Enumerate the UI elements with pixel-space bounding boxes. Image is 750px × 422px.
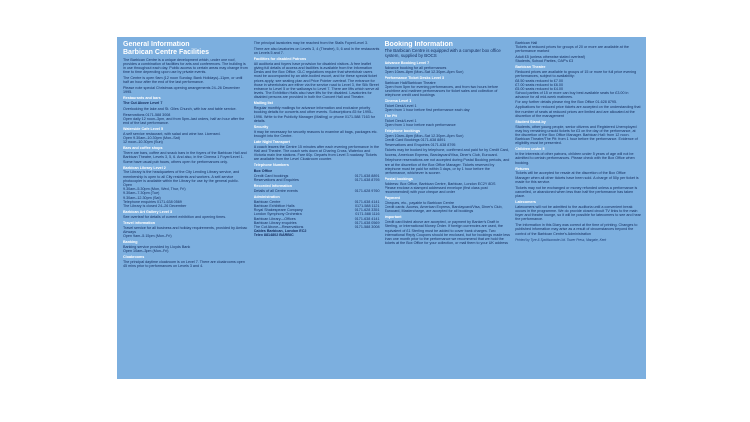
paragraph: Reservations 0171-588 3008 Open daily 12 noon–3pm, and from 5pm–last orders, half an hour after the end of the last performance. — [123, 112, 245, 126]
phone-label: Reservations and Enquiries — [253, 178, 299, 183]
section-title-booking-information: Booking Information — [384, 41, 453, 48]
phone-number: 0171-588 1116 — [355, 212, 380, 217]
column-booking-information — [385, 41, 511, 376]
paragraph: Barbican Hall/Barbican Theatre Open from 5pm for evening performances, and from two hours before lunchtime and matinee performances for ticket sales and collection of telephone credit card bookings — [384, 80, 499, 98]
paragraph: Please note special Christmas opening arrangements 24–26 December 1995. — [123, 86, 240, 95]
paragraph: The Library is the headquarters of the City Lending Library service, and membership is open to all City residents and workers. A self-service photocopier is available within the Library for use by the general public. Open 9.30am–5.30pm (Mon, Wed, Thur, Fri) 9.30am–7.30pm (Tue) 9.30am–12.30pm (Sat) Telephone enquiries 0171-638 0569 The Library is closed 24–26 December — [123, 170, 240, 209]
paragraph: Ticket Desk/Level 1 Open from 1 hour before first performance each day — [384, 104, 470, 113]
subheading-waterside-cafe-level-5: Waterside Cafe Level 5 — [123, 127, 164, 132]
subheading-barbican-art-gallery-level-3: Barbican Art Gallery Level 3 — [123, 210, 173, 215]
subheading-returns: Returns — [515, 166, 530, 171]
phone-label: Barbican Library enquiries — [253, 220, 297, 225]
paragraph: Tickets will be accepted for resale at the discretion of the Box Office Manager when all other tickets have been sold. A charge of 50p per ticket is made for this service. — [515, 171, 639, 184]
phone-label: London Symphony Orchestra — [253, 212, 302, 217]
paragraph: A self service restaurant, with salad and wine bar. Licensed. Open 9.30am–10.30pm (Mon–Sat) 12 noon–10.30pm (Sun) — [123, 132, 221, 145]
paragraph: Latecomers will not be admitted to the auditoria until a convenient break occurs in the programme. We do provide closed circuit TV links to the main foyer and theatre lounge, so it will be possible for latecomers to see and hear the performance. — [515, 204, 641, 222]
subheading-student-stand-by: Student Stand-by — [515, 119, 546, 124]
paragraph: All auditoria and foyers have provision for disabled visitors. A free leaflet giving full details of access and facilities is available from the Information Desks and the Box Office. GLC regulations require that wheelchair users must be accompanied by an able-bodied escort, and for these special ticket prices apply; see seating plan and Price Pointer overleaf. The entrance for those in wheelchairs are either via the service road to Level 3, the Silk Street entrance to Level 5 or the walkways to Level 7. There are lifts which serve all levels. The Exhibition Halls also have lifts for the disabled. Lavatories for disabled persons are provided in both the Concert Hall and Theatre. — [253, 61, 380, 100]
paragraph: The Barbican Centre is equipped with a computer box office system, supplied by BOCS — [384, 48, 501, 59]
subheading-bars-and-coffee-shops: Bars and coffee shops — [123, 146, 163, 151]
phone-number: 0171-638 8891 — [354, 174, 380, 179]
subheading-recorded-information: Recorded Information — [253, 184, 293, 189]
subheading-barbican-theatre: Barbican Theatre — [515, 65, 546, 70]
subheading-security: Security — [253, 124, 269, 129]
phone-number: 0171-638 0569 — [354, 220, 380, 225]
phone-label: Credit Card bookings — [253, 174, 289, 179]
subheading-banking: Banking — [123, 240, 138, 245]
column-facilities-and-telephone — [254, 41, 380, 376]
subheading-advance-booking-level-7: Advance Booking Level 7 — [384, 61, 430, 66]
subheading-performance-ticket-desks-level-3: Performance Ticket Desks Level 3 — [384, 76, 445, 81]
phone-number: 0171-638 4141 — [354, 216, 380, 221]
paragraph: The Cut Above Level 7 — [123, 101, 163, 106]
paragraph: In the interests of other patrons, children under 5 years of age will not be admitted to certain performances. Please check with the Box Office when booking. — [515, 152, 635, 165]
phone-number: 0171-638 8795 — [354, 178, 380, 183]
subheading-restaurants-and-bars: Restaurants and bars — [123, 96, 161, 101]
subheading-administration: Administration — [253, 195, 280, 200]
paragraph: There are bars, coffee and snack bars in the foyers of the Barbican Hall and Barbican Theatre, Levels 3, 5, 6. And also, in the Cinema 1 Foyer/Level 1. Some have usual pub hours, others open for performances only. — [123, 151, 247, 164]
paragraph: Open 10am–8pm (Mon–Sat 12.30pm–8pm Sun) Credit Card Bookings 0171-638 8891 Reservations and Enquiries 0171-638 8795 — [384, 134, 464, 147]
paragraph: Cables Barbican, London EC2 Telex 8814802 BARBIC — [253, 229, 307, 238]
subheading-postal-bookings: Postal bookings — [384, 177, 413, 182]
phone-number: 0171-588 3008 — [354, 225, 380, 230]
paragraph: Tickets may be booked by telephone, confirmed and paid for by Credit Card, Access, American Express, Barclaycard/Visa, Diner's Club, Eurocard. — [384, 148, 509, 157]
subheading-telephone-numbers: Telephone Numbers — [253, 163, 289, 168]
paragraph: Reduced prices are available to groups of 15 or more for full price evening performances, subject to availability: £8.50 seats reduced to £7.00 £7.00 seats reduced to £6.00 £5.00 seats reduced to £4.00 School parties of 15 or more can buy best available seats for £3.00 in advance for all mid-week matinees. For any further details please ring the Box Office 01-628 8795. — [515, 70, 637, 104]
subheading-latecomers: Latecomers — [515, 200, 536, 205]
paragraph: Applications for reduced price tickets are accepted on the understanding that the number of seats at reduced prices are limited and are allocated at the discretion of the management — [515, 105, 641, 118]
paragraph: There are also lavatories on Levels 3, 4 (Theatre), 5, 6 and in the restaurants on Levels 5 and 7. — [253, 46, 380, 55]
paragraph: Barbican Hall Tickets at reduced prices for groups of 20 or more are available at the performance marked — [515, 41, 629, 54]
paragraph: The principal lavatories may be reached from the Stalls Foyer/Level 3. — [253, 41, 369, 45]
paragraph: Address: Box Office, Barbican Centre, Barbican, London EC2Y 8DS Please enclose a stamped addressed envelope (first class post recommended) with your cheque and order — [384, 181, 496, 195]
phone-label: The Cut Above—Reservations — [253, 225, 304, 230]
paragraph: See overleaf for details of current exhibition and opening times. — [123, 214, 227, 219]
phone-label: Barbican Centre — [253, 199, 281, 204]
column-general-information — [123, 41, 249, 376]
section-title-general-information: General Information — [123, 41, 190, 48]
subheading-facilities-for-disabled-patrons: Facilities for disabled Patrons — [253, 57, 307, 61]
paragraph: Advance booking for all performances Open 10am–8pm (Mon–Sat 12.30pm–8pm Sun) — [384, 65, 464, 75]
paragraph: Travel service for all business and holiday requirements, provided by Ambac Airways Open 9am–5.15pm (Mon–Fri) — [123, 225, 248, 239]
phone-label: Barbican Library—Offices — [253, 216, 296, 221]
paragraph: Telephone reservations are not accepted during Postal Booking periods, and are at the discretion of the Box Office Manager. Tickets reserved by telephone must be paid for within 3 days, or by 1 hour before the performance, whichever is sooner. — [384, 158, 510, 176]
paragraph: A coach leaves the Centre 15 minutes after each evening performance in the Hall and Theatre. The coach sets down at Charing Cross, Waterloo and Victoria main line stations. Fare 60p. Departs from Level 3 roadway. Tickets are available from the Level Cloakroom counter. — [253, 144, 379, 162]
paragraph: The Centre is open 9am (12 noon Sunday, Bank Holidays)–11pm, or until half an hour after the end of the last performance. — [123, 76, 243, 85]
phone-number: 0171-588 1121 — [354, 204, 380, 209]
phone-row-reservations-and-enquiries — [254, 178, 380, 182]
paragraph: The principal daytime cloakroom is on Level 7. There are cloakrooms open 45 mins prior to performances on Levels 3 and 4. — [123, 259, 245, 269]
paragraph: Credit card listed above are accepted, or payment by Banker's Draft in Sterling, or International Money Order. If foreign currencies are used, the equivalent of £1 Sterling must be added to cover bank charges. Two International Reply Coupons should be enclosed, but for bookings made less than one month prior to the performance we recommend that we hold the tickets at the Box Office for your collection, or mail them to your UK address — [384, 220, 510, 246]
subheading-payment: Payment — [384, 196, 400, 201]
paragraph: The information in this Diary was correct at the time of printing. Changes to published information may arise as a result of circumstances beyond the control of the Barbican Centre's Administration — [515, 223, 638, 236]
subheading-cinema-level-1: Cinema Level 1 — [384, 99, 412, 104]
subheading-travel-information: Travel information — [123, 220, 155, 225]
paragraph: Tickets may not be exchanged or money refunded unless a performance is cancelled, or abandoned when less than half the performance has taken place. — [515, 185, 638, 199]
paragraph: Ticket Desk/Level 1 Open from 1 hour before each performance — [384, 119, 456, 128]
information-sheet — [117, 37, 646, 379]
subheading-mailing-list: Mailing list — [253, 101, 273, 106]
subheading-box-office: Box Office — [253, 169, 273, 174]
subheading-late-night-transport: Late Night Transport — [253, 139, 290, 144]
column-reduced-prices — [515, 41, 641, 376]
paragraph: Regular monthly mailings for advance information and exclusive priority booking details for concerts and other events. Subscriptions £5 for 1995–1996. Write to the Publicity Manager (Mailing) or phone 0171-588 7163 for details. — [253, 106, 376, 123]
paragraph: The Barbican Centre is a unique development which, under one roof, provides a combination of facilities for arts and conferences. The building is in use throughout each day. Public access to certain areas may change from time to time depending upon use by private events. — [123, 57, 248, 75]
phone-number: 0171-638 4141 — [354, 199, 380, 204]
subheading-cloakrooms: Cloakrooms — [123, 255, 145, 260]
paragraph: Cheques, etc., payable to Barbican Centre Credit cards: Access, American Express, Barclaycard/Visa, Diner's Club, Eurocard, Mastercharge, are accepted for all bookings — [384, 201, 503, 214]
subheading-children-under-5: Children under 5 — [515, 147, 545, 152]
phone-row-details-of-all-centre-events — [254, 189, 380, 193]
phone-label: Royal Shakespeare Company — [253, 208, 303, 213]
subheading-barbican-library-level-2: Barbican Library Level 2 — [123, 165, 166, 170]
phone-label: Barbican Exhibition Halls — [253, 204, 295, 209]
paragraph: Students, other young people, senior citizens and Registered Unemployed may buy remaining unsold tickets for £3 on the day of the performance, at the discretion of the Box Office Manager. Barbican Hall: from 12 noon. Barbican Theatre/The Pit: from 1 hour before the performance. Evidence of eligibility must be presented. — [515, 124, 638, 146]
subheading-the-pit: The Pit — [384, 114, 397, 119]
section-title-barbican-centre-facilities: Barbican Centre Facilities — [123, 49, 209, 57]
paragraph: Adult £5 (unless otherwise stated overleaf) Students, School Parties, OAP's £3 — [515, 55, 585, 64]
paragraph: It may be necessary for security reasons to examine all bags, packages etc. brought into the Centre. — [253, 129, 378, 138]
phone-label: Details of all Centre events — [253, 189, 298, 194]
phone-number: 0171-628 3351 — [354, 208, 380, 213]
subheading-telephone-bookings: Telephone bookings — [384, 129, 421, 134]
subheading-important: Important — [384, 215, 402, 220]
phone-number: 0171-628 9760 — [354, 189, 380, 194]
paragraph: Banking service provided by Lloyds Bank Open 10am–3pm (Mon–Fri) — [123, 244, 191, 254]
printer-credit: Printed by Tyre & Spottiswoode Ltd. Tower Press, Margate, Kent — [515, 237, 607, 242]
paragraph: Overlooking the lake and St. Giles Church, with bar and table service. — [123, 107, 237, 112]
